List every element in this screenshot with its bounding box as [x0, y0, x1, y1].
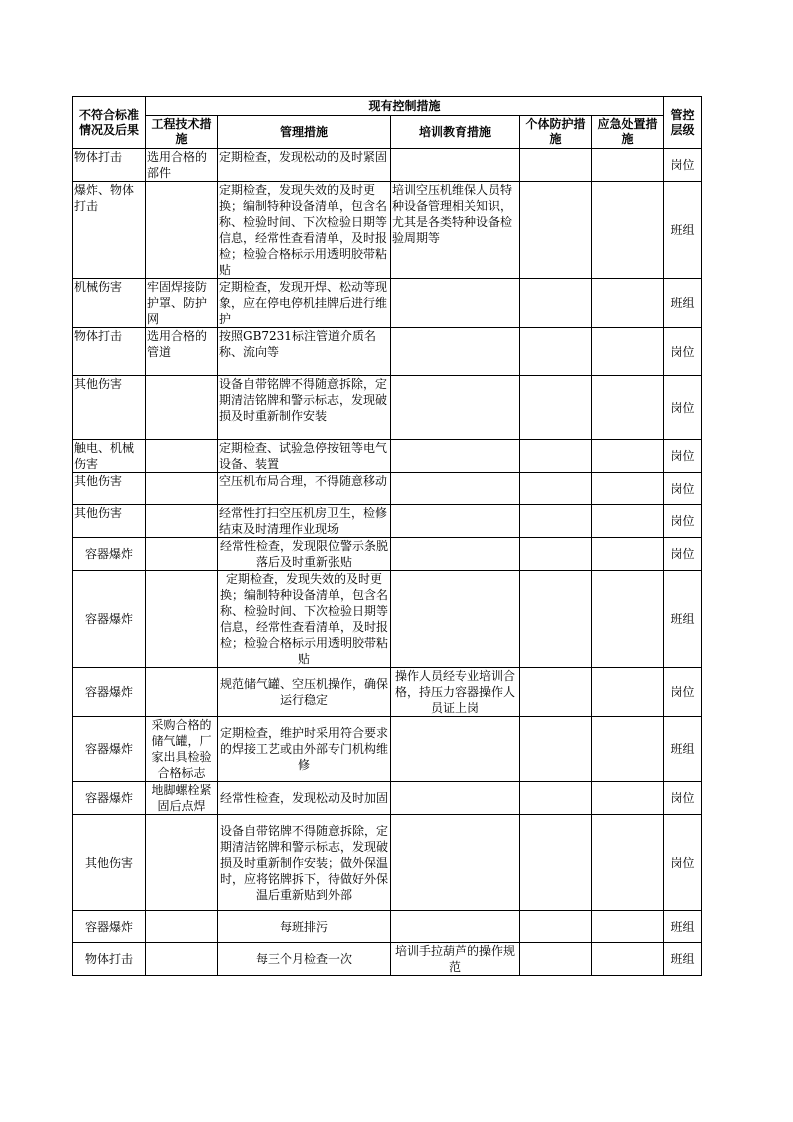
- cell-engineering: 采购合格的储气罐，厂家出具检验合格标志: [146, 717, 218, 782]
- cell-level: 班组: [664, 182, 702, 279]
- cell-ppe: [520, 440, 592, 473]
- cell-hazard: 容器爆炸: [73, 782, 146, 815]
- header-training: 培训教育措施: [391, 116, 520, 149]
- cell-engineering: [146, 505, 218, 538]
- table-row: [73, 911, 702, 943]
- cell-ppe: [520, 182, 592, 279]
- cell-ppe: [520, 571, 592, 668]
- cell-ppe: [520, 717, 592, 782]
- cell-engineering: 牢固焊接防护罩、防护网: [146, 279, 218, 328]
- table-row: [73, 943, 702, 976]
- table-row: [73, 149, 702, 182]
- cell-management: 设备自带铭牌不得随意拆除，定期清洁铭牌和警示标志，发现破损及时重新制作安装: [218, 376, 391, 440]
- cell-engineering: [146, 473, 218, 505]
- cell-hazard: 机械伤害: [73, 279, 146, 328]
- header-hazard: 不符合标准情况及后果: [73, 97, 146, 149]
- cell-ppe: [520, 815, 592, 911]
- cell-management: 每三个月检查一次: [218, 943, 391, 976]
- header-ppe: 个体防护措施: [520, 116, 592, 149]
- cell-emergency: [592, 505, 664, 538]
- cell-emergency: [592, 943, 664, 976]
- cell-training: [391, 538, 520, 571]
- cell-hazard: 其他伤害: [73, 376, 146, 440]
- cell-hazard: 其他伤害: [73, 473, 146, 505]
- cell-training: 培训手拉葫芦的操作规范: [391, 943, 520, 976]
- cell-emergency: [592, 815, 664, 911]
- cell-management: 规范储气罐、空压机操作，确保运行稳定: [218, 668, 391, 717]
- cell-level: 岗位: [664, 376, 702, 440]
- cell-engineering: [146, 376, 218, 440]
- cell-management: 定期检查，发现松动的及时紧固: [218, 149, 391, 182]
- cell-level: 岗位: [664, 815, 702, 911]
- cell-hazard: 物体打击: [73, 328, 146, 376]
- header-engineering: 工程技术措施: [146, 116, 218, 149]
- cell-level: 岗位: [664, 149, 702, 182]
- cell-training: [391, 815, 520, 911]
- cell-level: 岗位: [664, 328, 702, 376]
- cell-emergency: [592, 473, 664, 505]
- cell-level: 岗位: [664, 473, 702, 505]
- cell-engineering: [146, 538, 218, 571]
- cell-hazard: 容器爆炸: [73, 668, 146, 717]
- cell-training: [391, 328, 520, 376]
- table-row: [73, 182, 702, 279]
- cell-emergency: [592, 328, 664, 376]
- table-row: [73, 571, 702, 668]
- cell-engineering: 地脚螺栓紧固后点焊: [146, 782, 218, 815]
- table-row: [73, 279, 702, 328]
- cell-ppe: [520, 505, 592, 538]
- cell-ppe: [520, 668, 592, 717]
- cell-hazard: 容器爆炸: [73, 717, 146, 782]
- cell-management: 经常性打扫空压机房卫生，检修结束及时清理作业现场: [218, 505, 391, 538]
- cell-management: 每班排污: [218, 911, 391, 943]
- cell-hazard: 容器爆炸: [73, 571, 146, 668]
- cell-ppe: [520, 376, 592, 440]
- cell-level: 岗位: [664, 538, 702, 571]
- cell-emergency: [592, 149, 664, 182]
- cell-emergency: [592, 911, 664, 943]
- cell-management: 设备自带铭牌不得随意拆除，定期清洁铭牌和警示标志，发现破损及时重新制作安装；做外保温时，应将铭牌拆下，待做好外保温后重新贴到外部: [218, 815, 391, 911]
- cell-emergency: [592, 376, 664, 440]
- cell-level: 岗位: [664, 668, 702, 717]
- cell-training: 培训空压机维保人员特种设备管理相关知识，尤其是各类特种设备检验周期等: [391, 182, 520, 279]
- cell-management: 定期检查，发现失效的及时更换；编制特种设备清单，包含名称、检验时间、下次检验日期等信息，经常性查看清单，及时报检；检验合格标示用透明胶带粘贴: [218, 182, 391, 279]
- cell-emergency: [592, 782, 664, 815]
- cell-hazard: 容器爆炸: [73, 538, 146, 571]
- cell-level: 班组: [664, 717, 702, 782]
- cell-ppe: [520, 149, 592, 182]
- cell-engineering: [146, 943, 218, 976]
- cell-emergency: [592, 571, 664, 668]
- cell-management: 经常性检查，发现限位警示条脱落后及时重新张贴: [218, 538, 391, 571]
- table-row: [73, 717, 702, 782]
- cell-level: 班组: [664, 943, 702, 976]
- cell-engineering: [146, 911, 218, 943]
- cell-training: [391, 717, 520, 782]
- cell-hazard: 物体打击: [73, 943, 146, 976]
- table-row: [73, 815, 702, 911]
- header-level: 管控层级: [664, 97, 702, 149]
- cell-training: [391, 149, 520, 182]
- cell-training: [391, 505, 520, 538]
- hazard-control-table: [72, 96, 702, 976]
- cell-training: [391, 279, 520, 328]
- cell-hazard: 其他伤害: [73, 505, 146, 538]
- cell-emergency: [592, 182, 664, 279]
- table-row: [73, 328, 702, 376]
- cell-management: 定期检查、试验急停按钮等电气设备、装置: [218, 440, 391, 473]
- cell-training: 操作人员经专业培训合格，持压力容器操作人员证上岗: [391, 668, 520, 717]
- cell-management: 定期检查，发现开焊、松动等现象，应在停电停机挂牌后进行维护: [218, 279, 391, 328]
- cell-ppe: [520, 473, 592, 505]
- table-row: [73, 505, 702, 538]
- cell-ppe: [520, 943, 592, 976]
- cell-engineering: 选用合格的管道: [146, 328, 218, 376]
- cell-emergency: [592, 279, 664, 328]
- cell-engineering: 选用合格的部件: [146, 149, 218, 182]
- cell-training: [391, 376, 520, 440]
- table-row: [73, 440, 702, 473]
- cell-training: [391, 440, 520, 473]
- cell-ppe: [520, 782, 592, 815]
- header-management: 管理措施: [218, 116, 391, 149]
- cell-hazard: 容器爆炸: [73, 911, 146, 943]
- cell-engineering: [146, 815, 218, 911]
- cell-level: 班组: [664, 911, 702, 943]
- table-row: [73, 473, 702, 505]
- cell-level: 班组: [664, 279, 702, 328]
- cell-management: 按照GB7231标注管道介质名称、流向等: [218, 328, 391, 376]
- cell-hazard: 其他伤害: [73, 815, 146, 911]
- header-emergency: 应急处置措施: [592, 116, 664, 149]
- cell-engineering: [146, 182, 218, 279]
- table-row: [73, 782, 702, 815]
- cell-level: 岗位: [664, 440, 702, 473]
- cell-training: [391, 473, 520, 505]
- cell-ppe: [520, 328, 592, 376]
- cell-training: [391, 571, 520, 668]
- cell-hazard: 物体打击: [73, 149, 146, 182]
- cell-training: [391, 782, 520, 815]
- cell-training: [391, 911, 520, 943]
- cell-management: 定期检查，发现失效的及时更换；编制特种设备清单，包含名称、检验时间、下次检验日期等信息，经常性查看清单，及时报检；检验合格标示用透明胶带粘贴: [218, 571, 391, 668]
- table-body: [73, 149, 702, 976]
- cell-engineering: [146, 440, 218, 473]
- cell-management: 定期检查，维护时采用符合要求的焊接工艺或由外部专门机构维修: [218, 717, 391, 782]
- cell-emergency: [592, 440, 664, 473]
- cell-hazard: 触电、机械伤害: [73, 440, 146, 473]
- table-row: [73, 376, 702, 440]
- cell-level: 班组: [664, 571, 702, 668]
- cell-ppe: [520, 538, 592, 571]
- cell-emergency: [592, 717, 664, 782]
- table-row: [73, 668, 702, 717]
- cell-engineering: [146, 668, 218, 717]
- cell-emergency: [592, 538, 664, 571]
- cell-management: 空压机布局合理，不得随意移动: [218, 473, 391, 505]
- cell-engineering: [146, 571, 218, 668]
- table-row: [73, 538, 702, 571]
- cell-ppe: [520, 279, 592, 328]
- cell-management: 经常性检查，发现松动及时加固: [218, 782, 391, 815]
- cell-hazard: 爆炸、物体打击: [73, 182, 146, 279]
- cell-level: 岗位: [664, 782, 702, 815]
- cell-level: 岗位: [664, 505, 702, 538]
- header-controls: 现有控制措施: [146, 97, 664, 116]
- cell-emergency: [592, 668, 664, 717]
- cell-ppe: [520, 911, 592, 943]
